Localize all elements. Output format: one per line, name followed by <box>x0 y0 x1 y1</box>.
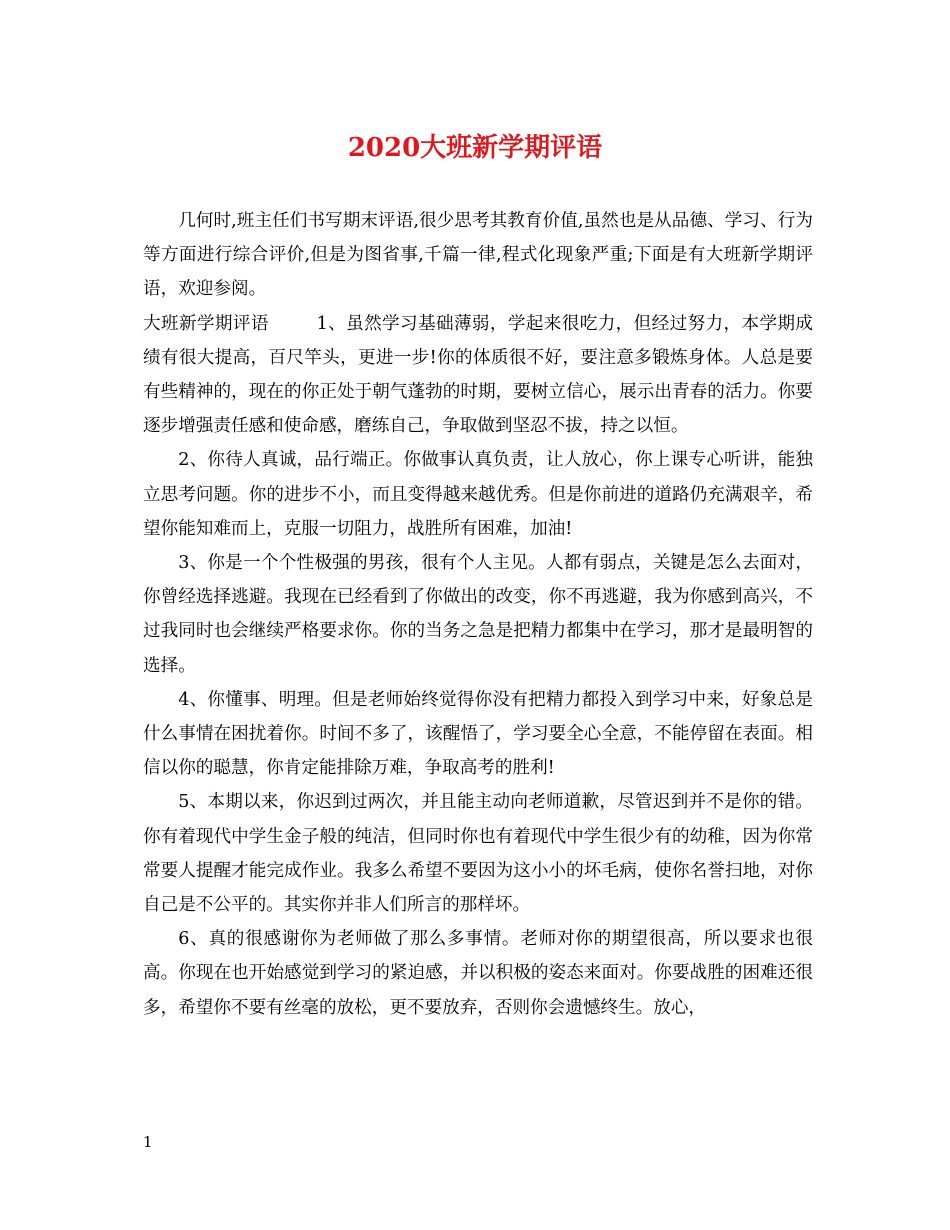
paragraph-4: 4、你懂事、明理。但是老师始终觉得你没有把精力都投入到学习中来，好象总是什么事情在困扰着你。时间不多了，该醒悟了，学习要全心全意，不能停留在表面。相信以你的聪慧，你肯定能排除万难，争取高考的胜利! <box>143 689 813 779</box>
paragraph-5: 5、本期以来，你迟到过两次，并且能主动向老师道歉，尽管迟到并不是你的错。你有着现代中学生金子般的纯洁，但同时你也有着现代中学生很少有的幼稚，因为你常常要人提醒才能完成作业。我多么希望不要因为这小小的坏毛病，使你名誉扫地，对你自己是不公平的。其实你并非人们所言的那样坏。 <box>143 792 813 916</box>
section-paragraph-1 <box>143 307 813 444</box>
section-heading: 大班新学期评语 <box>143 313 269 334</box>
paragraph-6: 6、真的很感谢你为老师做了那么多事情。老师对你的期望很高，所以要求也很高。你现在也开始感觉到学习的紧迫感，并以积极的姿态来面对。你要战胜的困难还很多，希望你不要有丝毫的放松，更不要放弃，否则你会遗憾终生。放心， <box>143 929 813 1018</box>
paragraph-3: 3、你是一个个性极强的男孩，很有个人主见。人都有弱点，关键是怎么去面对，你曾经选择逃避。我现在已经看到了你做出的改变，你不再逃避，我为你感到高兴，不过我同时也会继续严格要求你。你的当务之急是把精力都集中在学习，那才是最明智的选择。 <box>143 553 813 676</box>
document-body <box>143 204 813 1025</box>
page-number: 1 <box>143 1133 153 1151</box>
document-title: 2020大班新学期评语 <box>347 133 603 163</box>
paragraph-1-text: 1、虽然学习基础薄弱，学起来很吃力，但经过努力，本学期成绩有很大提高，百尺竿头，更进一步!你的体质很不好，要注意多锻炼身体。人总是要有些精神的，现在的你正处于朝气蓬勃的时期，要树立信心，展示出青春的活力。你要逐步增强责任感和使命感，磨练自己，争取做到坚忍不拔，持之以恒。 <box>143 313 813 437</box>
paragraph-2: 2、你待人真诚，品行端正。你做事认真负责，让人放心，你上课专心听讲，能独立思考问题。你的进步不小，而且变得越来越优秀。但是你前进的道路仍充满艰辛，希望你能知难而上，克服一切阻力，战胜所有困难，加油! <box>143 450 813 539</box>
intro-paragraph: 几何时,班主任们书写期末评语,很少思考其教育价值,虽然也是从品德、学习、行为等方面进行综合评价,但是为图省事,千篇一律,程式化现象严重;下面是有大班新学期评语，欢迎参阅。 <box>143 211 813 300</box>
